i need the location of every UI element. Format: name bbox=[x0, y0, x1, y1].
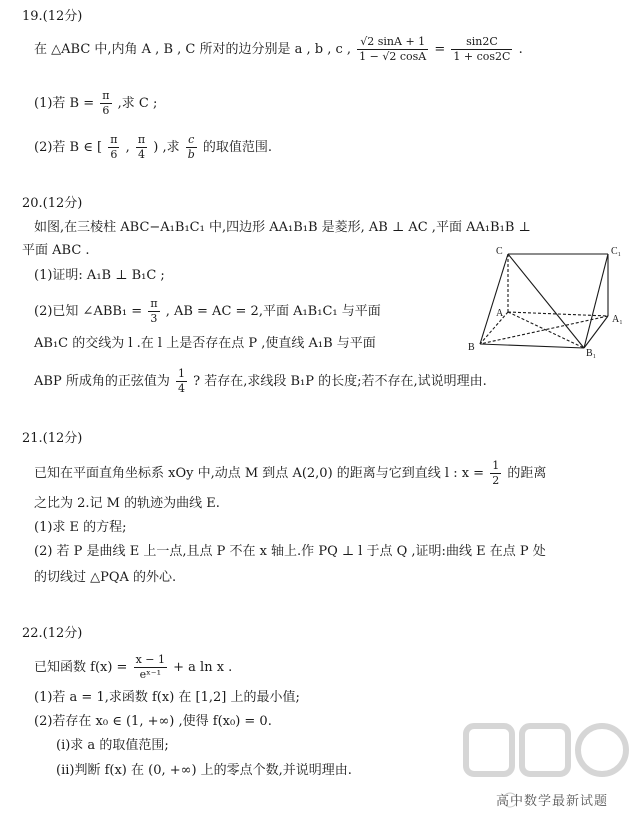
watermark-text: 高中数学最新试题 bbox=[496, 794, 609, 809]
q21-line1-fraction bbox=[490, 460, 501, 487]
q20-part2-line2: AB₁C 的交线为 l .在 l 上是否存在点 P ,使直线 A₁B 与平面 bbox=[34, 336, 376, 351]
q21-part2: (2) 若 P 是曲线 E 上一点,且点 P 不在 x 轴上.作 PQ ⊥ l 于点 Q ,证明:曲线 E 在点 P 处 bbox=[34, 544, 546, 559]
q19-part2-frac-a bbox=[108, 134, 119, 161]
q19-part2-frac-b-den: 4 bbox=[137, 148, 145, 161]
q21-line1-frac-num: 1 bbox=[492, 459, 500, 472]
q21-line2: 之比为 2.记 M 的轨迹为曲线 E. bbox=[34, 496, 220, 511]
edge-b-b1 bbox=[480, 344, 584, 348]
q19-stem-end: . bbox=[518, 42, 523, 57]
edge-c-b bbox=[480, 254, 508, 344]
label-c: C bbox=[496, 246, 503, 257]
q22-part2-ii: (ii)判断 f(x) 在 (0, +∞) 上的零点个数,并说明理由. bbox=[56, 763, 352, 778]
q22-line1-fraction bbox=[134, 654, 167, 681]
q22-line1 bbox=[34, 654, 232, 681]
q19-part1-text: (1)若 B = bbox=[34, 96, 99, 111]
q20-part2 bbox=[34, 298, 381, 325]
q20-part2-line3-fraction bbox=[176, 368, 187, 395]
q22-part1: (1)若 a = 1,求函数 f(x) 在 [1,2] 上的最小值; bbox=[34, 690, 300, 705]
q21-part1: (1)求 E 的方程; bbox=[34, 520, 127, 535]
q22-part2: (2)若存在 x₀ ∈ (1, +∞) ,使得 f(x₀) = 0. bbox=[34, 714, 272, 729]
q19-frac1-numerator: √2 sinA + 1 bbox=[357, 36, 428, 50]
q21-header: 21.(12分) bbox=[22, 431, 83, 446]
q19-part2-tail: 的取值范围. bbox=[202, 140, 273, 155]
q19-part2-frac-b bbox=[136, 134, 147, 161]
q21-part2-line2: 的切线过 △PQA 的外心. bbox=[34, 570, 177, 585]
q19-stem bbox=[34, 36, 523, 63]
q22-line1-frac-num: x − 1 bbox=[135, 653, 165, 666]
q19-equals: = bbox=[434, 42, 450, 57]
q19-part2-frac-c-den: b bbox=[187, 148, 195, 161]
edge-c-b1 bbox=[508, 254, 584, 348]
q19-fraction-right bbox=[451, 36, 512, 63]
q19-part2-text: (2)若 B ∈ [ bbox=[34, 140, 103, 155]
q19-frac1-denominator: 1 − √2 cosA bbox=[359, 50, 427, 63]
q20-part2-line3-frac-den: 4 bbox=[177, 382, 185, 395]
q20-part2-line3 bbox=[34, 368, 487, 395]
q19-frac2-numerator: sin2C bbox=[451, 36, 512, 50]
q20-part2-line3-tail: ? 若存在,求线段 B₁P 的长度;若不存在,试说明理由. bbox=[193, 374, 487, 389]
q19-part2-frac-c bbox=[186, 134, 197, 161]
q21-line1-tail: 的距离 bbox=[507, 466, 547, 481]
label-c1: C₁ bbox=[611, 246, 622, 257]
q20-part2-tail: , AB = AC = 2,平面 A₁B₁C₁ 与平面 bbox=[165, 304, 381, 319]
q19-part2 bbox=[34, 134, 272, 161]
label-b1: B₁ bbox=[586, 348, 597, 358]
q19-part2-frac-a-num: π bbox=[110, 133, 118, 146]
q20-part2-line3-frac-num: 1 bbox=[177, 367, 185, 380]
q19-fraction-left bbox=[357, 36, 428, 63]
triangular-prism-figure bbox=[466, 240, 636, 358]
label-b: B bbox=[468, 342, 475, 353]
edge-a-b1 bbox=[508, 312, 584, 348]
q19-part1-tail: ,求 C ; bbox=[117, 96, 158, 111]
edge-c1-b1 bbox=[584, 254, 608, 348]
q20-part2-frac-den: 3 bbox=[150, 312, 158, 325]
q20-header: 20.(12分) bbox=[22, 196, 83, 211]
q22-line1-frac-den: eˣ⁻¹ bbox=[139, 668, 161, 681]
q20-part2-text: (2)已知 ∠ABB₁ = bbox=[34, 304, 147, 319]
q19-part1-frac-num: π bbox=[102, 89, 110, 102]
q19-header: 19.(12分) bbox=[22, 9, 83, 24]
q19-part1 bbox=[34, 90, 157, 117]
q19-part1-frac-den: 6 bbox=[102, 104, 110, 117]
q20-line2: 平面 ABC . bbox=[22, 243, 90, 258]
q21-line1-text: 已知在平面直角坐标系 xOy 中,动点 M 到点 A(2,0) 的距离与它到直线 l : x = bbox=[34, 466, 489, 481]
q19-part2-frac-b-num: π bbox=[137, 133, 146, 146]
q19-part2-frac-a-den: 6 bbox=[110, 148, 118, 161]
q19-part1-fraction bbox=[100, 90, 111, 117]
q19-part2-sep: , bbox=[125, 140, 130, 155]
q22-part2-i: (i)求 a 的取值范围; bbox=[56, 738, 169, 753]
q19-stem-text: 在 △ABC 中,内角 A , B , C 所对的边分别是 a , b , c , bbox=[34, 42, 352, 57]
q20-part2-fraction bbox=[148, 298, 159, 325]
q19-part2-mid: ) ,求 bbox=[153, 140, 184, 155]
q19-frac2-denominator: 1 + cos2C bbox=[453, 50, 511, 63]
q21-line1 bbox=[34, 460, 546, 487]
q20-line1: 如图,在三棱柱 ABC−A₁B₁C₁ 中,四边形 AA₁B₁B 是菱形, AB ⊥ AC ,平面 AA₁B₁B ⊥ bbox=[34, 220, 531, 235]
label-a: A bbox=[496, 308, 504, 319]
q22-line1-text: 已知函数 f(x) = bbox=[34, 660, 132, 675]
q20-part2-line3-text: ABP 所成角的正弦值为 bbox=[34, 374, 174, 389]
q20-part2-frac-num: π bbox=[150, 297, 158, 310]
label-a1: A₁ bbox=[612, 314, 623, 325]
q22-header: 22.(12分) bbox=[22, 626, 83, 641]
q19-part2-frac-c-num: c bbox=[186, 134, 197, 148]
q20-part1: (1)证明: A₁B ⊥ B₁C ; bbox=[34, 268, 165, 283]
q21-line1-frac-den: 2 bbox=[492, 474, 500, 487]
q22-line1-tail: + a ln x . bbox=[173, 660, 233, 675]
